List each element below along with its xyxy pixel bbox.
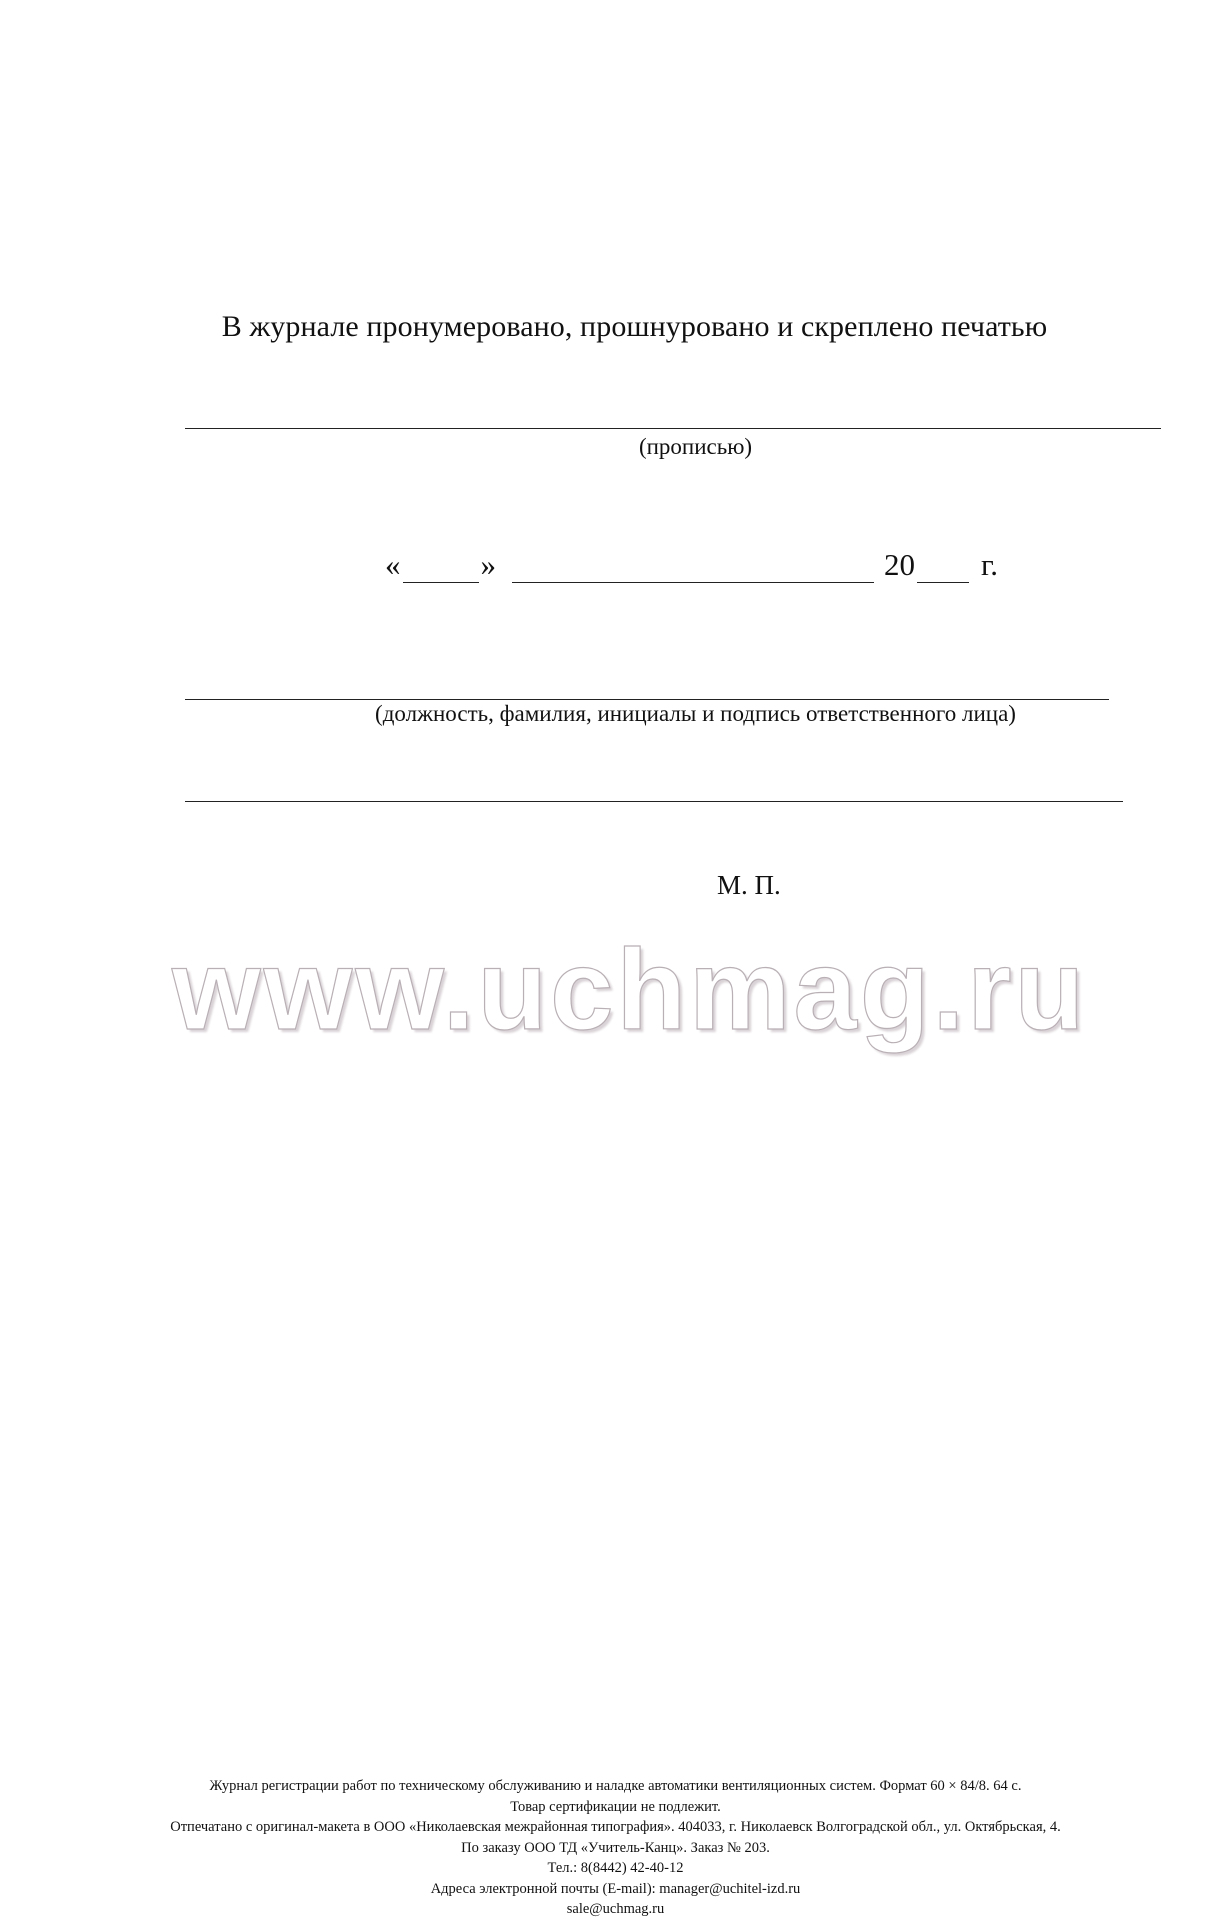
imprint bbox=[0, 1776, 1231, 1920]
imprint-line: Журнал регистрации работ по техническому обслуживанию и наладке автоматики вентиляционных систем. Формат 60 × 84/8. 64 с. bbox=[209, 1778, 1022, 1794]
date-line bbox=[385, 547, 998, 583]
imprint-line: По заказу ООО ТД «Учитель-Канц». Заказ № 203. bbox=[461, 1839, 770, 1856]
responsible-blank-line[interactable] bbox=[185, 699, 1109, 700]
year-suffix: г. bbox=[981, 547, 998, 582]
day-blank[interactable] bbox=[403, 556, 479, 583]
imprint-line: Адреса электронной почты (E-mail): manager@uchitel-izd.ru bbox=[430, 1880, 801, 1897]
date-close-quote: » bbox=[480, 547, 496, 582]
imprint-line: Тел.: 8(8442) 42-40-12 bbox=[547, 1860, 684, 1876]
words-caption: (прописью) bbox=[638, 434, 753, 459]
watermark: www.uchmag.ru bbox=[172, 927, 1088, 1054]
year-prefix: 20 bbox=[884, 547, 915, 582]
date-open-quote: « bbox=[385, 547, 401, 582]
year-blank[interactable] bbox=[917, 556, 969, 583]
words-blank-line[interactable] bbox=[185, 428, 1161, 429]
extra-blank-line[interactable] bbox=[185, 801, 1123, 802]
stamp-place-label: М. П. bbox=[717, 870, 781, 900]
responsible-caption: (должность, фамилия, инициалы и подпись ответственного лица) bbox=[375, 701, 1016, 726]
imprint-line: Отпечатано с оригинал-макета в ООО «Николаевская межрайонная типография». 404033, г. Николаевск Волгоградской обл., ул. Октябрьская, 4. bbox=[170, 1819, 1061, 1835]
imprint-line: Товар сертификации не подлежит. bbox=[510, 1798, 721, 1815]
page-heading: В журнале пронумеровано, прошнуровано и скреплено печатью bbox=[221, 310, 1048, 343]
imprint-line: sale@uchmag.ru bbox=[566, 1901, 665, 1917]
month-blank[interactable] bbox=[512, 556, 874, 583]
